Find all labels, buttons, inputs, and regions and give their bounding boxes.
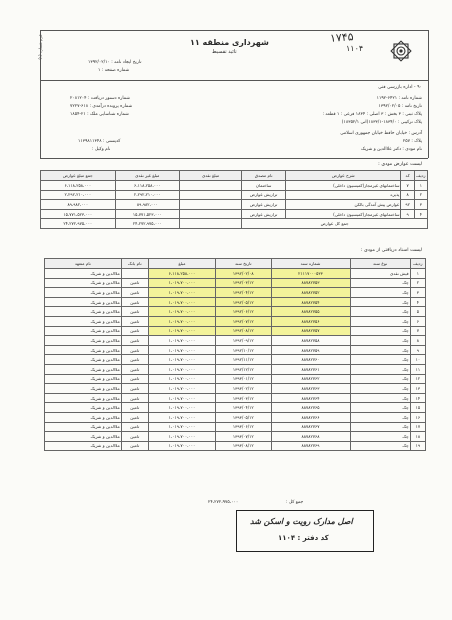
docs-cell: چک: [350, 355, 410, 365]
postal-code: کدپستی : ۱۱۳۹۸۱۱۳۴۸: [78, 139, 121, 144]
header-divider: [40, 80, 428, 81]
docs-cell: ۱۱: [410, 364, 425, 374]
docs-cell: ۱،۰۱۹،۷۰۰،۰۰۰: [148, 307, 215, 317]
fees-cell: ساختمانهای غیرمجاز(کمیسیون داخلی): [286, 209, 401, 219]
docs-col-number: شماره سند: [271, 259, 350, 269]
docs-cell: ۱۵: [410, 403, 425, 413]
fees-total-noncash: ۲۴،۲۷۲،۹۷۵،۰۰۰: [115, 219, 179, 229]
docs-cell: فیش نقدی: [350, 269, 410, 279]
docs-row: [45, 307, 426, 317]
docs-row: [45, 288, 426, 298]
docs-cell: ۱،۰۱۹،۷۰۰،۰۰۰: [148, 432, 215, 442]
fees-cell: ۶،۱۱۸،۲۵۸،۰۰۰: [41, 181, 116, 191]
docs-cell: ۱۳۹۲/۰۹/۱۲: [216, 336, 271, 346]
docs-cell: ۶،۱۱۸،۲۵۸،۰۰۰: [148, 269, 215, 279]
docs-cell: چک: [350, 278, 410, 288]
docs-header-row: [45, 259, 426, 269]
fees-cell: پذیره: [286, 190, 401, 200]
fees-cell: [179, 181, 241, 191]
header-right-border: [428, 30, 429, 158]
fees-total-row: [41, 219, 428, 229]
docs-col-date: تاریخ سند: [216, 259, 271, 269]
registry-plaque: پلاک ثبتی : ۳ بخش : ۳ اصلی : ۱۸۳۴ فرعی : ۱ قطعه :: [322, 112, 422, 117]
docs-col-amount: مبلغ: [148, 259, 215, 269]
docs-cell: ۱۲: [410, 374, 425, 384]
docs-cell: ملاالدین و شریک: [45, 297, 122, 307]
docs-cell: ۵: [410, 307, 425, 317]
docs-cell: ۱۹: [410, 441, 425, 451]
docs-cell: ۸۸۷۸۲۷۵۵: [271, 307, 350, 317]
docs-cell: چک: [350, 316, 410, 326]
docs-cell: تامین: [121, 412, 148, 422]
docs-cell: ۱،۰۱۹،۷۰۰،۰۰۰: [148, 345, 215, 355]
fees-cell: [179, 190, 241, 200]
fees-cell: ۲،۲۹۲،۲۱۰،۰۰۰: [41, 190, 116, 200]
docs-cell: ۸۸۷۸۲۷۶۹: [271, 441, 350, 451]
docs-cell: ۱۳۹۲/۰۴/۱۲: [216, 288, 271, 298]
fees-cell: ۱۵،۷۷۱،۵۲۳،۰۰۰: [115, 209, 179, 219]
docs-cell: تامین: [121, 441, 148, 451]
docs-cell: ۸۸۷۸۲۷۶۷: [271, 422, 350, 432]
docs-cell: ۱،۰۱۹،۷۰۰،۰۰۰: [148, 403, 215, 413]
docs-cell: ۱۳۹۲/۰۶/۱۲: [216, 307, 271, 317]
docs-cell: ملاالدین و شریک: [45, 336, 122, 346]
fees-section-title: لیست عوارض مودی :: [378, 162, 422, 167]
docs-cell: چک: [350, 422, 410, 432]
docs-cell: تامین: [121, 355, 148, 365]
docs-cell: تامین: [121, 422, 148, 432]
docs-cell: ملاالدین و شریک: [45, 422, 122, 432]
docs-cell: ۴: [410, 297, 425, 307]
fees-col-desc: شرح عوارض: [286, 171, 401, 181]
docs-cell: چک: [350, 336, 410, 346]
docs-cell: چک: [350, 403, 410, 413]
docs-cell: ۸۸۷۸۲۷۶۵: [271, 403, 350, 413]
department-label: ۹۰ - اداره بازرسی فنی: [378, 85, 422, 90]
docs-cell: ۱۳۹۳/۰۴/۱۲: [216, 403, 271, 413]
fees-cell: ترازیش عوارض: [242, 200, 286, 210]
docs-cell: ۹: [410, 345, 425, 355]
docs-cell: ۲: [410, 278, 425, 288]
docs-cell: تامین: [121, 278, 148, 288]
docs-row: [45, 374, 426, 384]
docs-cell: ۱۳۹۳/۰۷/۱۲: [216, 432, 271, 442]
docs-cell: ۸۸۷۸۲۷۵۸: [271, 336, 350, 346]
docs-cell: ۸۸۷۸۲۷۶۰: [271, 355, 350, 365]
docs-col-type: نوع سند: [350, 259, 410, 269]
docs-cell: ۱۷: [410, 422, 425, 432]
combined-plaque: پلاک ترکیبی : ۱۸۳۴/۰-۱۸۳۳/۱(اتی ۱۸۳۵۲/۱): [341, 120, 422, 125]
docs-cell: ۱۳۹۳/۰۲/۱۲: [216, 384, 271, 394]
fees-cell: ۴: [414, 209, 427, 219]
docs-cell: ۸۸۷۸۲۷۵۷: [271, 326, 350, 336]
header-left-border: [40, 30, 41, 158]
docs-cell: ۱،۰۱۹،۷۰۰،۰۰۰: [148, 412, 215, 422]
fees-total-label: جمع کل عوارض: [242, 219, 428, 229]
document-body: [37, 30, 428, 590]
docs-cell: چک: [350, 384, 410, 394]
docs-cell: ملاالدین و شریک: [45, 384, 122, 394]
fees-row: [41, 200, 428, 210]
docs-cell: ۱۳۹۲/۱۰/۱۲: [216, 345, 271, 355]
docs-cell: ملاالدین و شریک: [45, 393, 122, 403]
docs-cell: ۱،۰۱۹،۷۰۰،۰۰۰: [148, 384, 215, 394]
docs-cell: ۱: [410, 269, 425, 279]
docs-section-title: لیست اسناد دریافتی از مودی :: [360, 248, 422, 253]
fees-cell: ۱۵،۷۷۱،۵۲۳،۰۰۰: [41, 209, 116, 219]
docs-cell: ۸۸۷۸۲۷۶۳: [271, 384, 350, 394]
fees-cell: ۸۹،۹۸۲،۰۰۰: [41, 200, 116, 210]
docs-cell: [121, 269, 148, 279]
docs-cell: ملاالدین و شریک: [45, 441, 122, 451]
meta-divider: [40, 158, 428, 159]
docs-cell: ملاالدین و شریک: [45, 374, 122, 384]
docs-cell: تامین: [121, 316, 148, 326]
docs-total-label: جمع کل :: [286, 500, 304, 505]
docs-cell: ملاالدین و شریک: [45, 326, 122, 336]
fees-col-source: نام مصدق: [242, 171, 286, 181]
docs-cell: تامین: [121, 393, 148, 403]
stamp-line-2: کد دفتر : ۱۱۰۴: [278, 534, 329, 542]
docs-row: [45, 432, 426, 442]
docs-cell: ۱۳: [410, 384, 425, 394]
docs-cell: ۱۸: [410, 432, 425, 442]
docs-col-row: ردیف: [410, 259, 425, 269]
docs-cell: ۱،۰۱۹،۷۰۰،۰۰۰: [148, 374, 215, 384]
fees-cell: ساختمانهای غیرمجاز(کمیسیون داخلی): [286, 181, 401, 191]
docs-cell: ملاالدین و شریک: [45, 316, 122, 326]
docs-cell: ۱،۰۱۹،۷۰۰،۰۰۰: [148, 297, 215, 307]
docs-row: [45, 269, 426, 279]
docs-cell: ۸: [410, 336, 425, 346]
fees-cell: [179, 200, 241, 210]
docs-cell: ۸۸۷۸۲۷۵۳: [271, 278, 350, 288]
docs-row: [45, 364, 426, 374]
docs-table: [44, 258, 426, 451]
docs-cell: ۱۳۹۲/۰۳/۱۲: [216, 278, 271, 288]
docs-cell: ۱۴: [410, 393, 425, 403]
docs-cell: ملاالدین و شریک: [45, 355, 122, 365]
docs-cell: ۱،۰۱۹،۷۰۰،۰۰۰: [148, 326, 215, 336]
fees-total-amount: ۲۴،۲۷۲،۹۷۵،۰۰۰: [41, 219, 116, 229]
handwritten-number: ۱۷۴۵: [329, 30, 355, 45]
docs-cell: ۱۶: [410, 412, 425, 422]
fees-cell: ۹: [401, 209, 414, 219]
plaque-number: پلاک : ۲۵۷: [402, 139, 422, 144]
docs-cell: ۱۳۹۲/۰۸/۱۲: [216, 326, 271, 336]
property-id: شماره شناسایی ملک : ۲۱-۱۸۵۴: [70, 112, 129, 117]
docs-cell: ۸۸۷۸۲۷۶۱: [271, 364, 350, 374]
fees-cell: ۸۹،۹۸۲،۰۰۰: [115, 200, 179, 210]
fees-cell: ۸: [401, 190, 414, 200]
docs-cell: تامین: [121, 288, 148, 298]
docs-cell: چک: [350, 393, 410, 403]
fees-col-noncash: مبلغ غیر نقدی: [115, 171, 179, 181]
docs-row: [45, 384, 426, 394]
docs-cell: تامین: [121, 297, 148, 307]
docs-total-value: ۲۴،۲۷۲،۹۷۵،۰۰۰: [208, 500, 239, 505]
docs-cell: تامین: [121, 403, 148, 413]
docs-cell: چک: [350, 297, 410, 307]
docs-cell: ۸۸۷۸۲۷۶۲: [271, 374, 350, 384]
docs-cell: ملاالدین و شریک: [45, 412, 122, 422]
fees-cell: ۱: [414, 181, 427, 191]
docs-cell: تامین: [121, 364, 148, 374]
fees-cell: ۶،۱۱۸،۲۵۸،۰۰۰: [115, 181, 179, 191]
docs-cell: ۱۳۹۳/۰۸/۱۲: [216, 441, 271, 451]
docs-cell: ۱۰: [410, 355, 425, 365]
docs-cell: ۸۸۷۸۲۷۵۶: [271, 316, 350, 326]
docs-cell: ۸۸۷۸۲۷۵۴: [271, 297, 350, 307]
docs-cell: تامین: [121, 374, 148, 384]
fees-total-cash: [179, 219, 241, 229]
docs-cell: تامین: [121, 345, 148, 355]
docs-cell: چک: [350, 374, 410, 384]
address: آدرس : خیابان حافظ خیابان جمهوری اسلامی: [340, 131, 422, 136]
docs-cell: ملاالدین و شریک: [45, 269, 122, 279]
docs-row: [45, 316, 426, 326]
docs-row: [45, 297, 426, 307]
docs-cell: تامین: [121, 432, 148, 442]
docs-cell: ملاالدین و شریک: [45, 307, 122, 317]
docs-cell: ۸۸۷۸۲۷۵۹: [271, 345, 350, 355]
fees-row: [41, 181, 428, 191]
page-title: شهرداری منطقه ۱۱: [190, 38, 269, 47]
docs-cell: ملاالدین و شریک: [45, 432, 122, 442]
income-file-number: شماره پرونده درآمدی : ۶۱۸-۷۲۲۷: [70, 104, 133, 109]
fees-cell: ۲: [414, 190, 427, 200]
docs-cell: ملاالدین و شریک: [45, 345, 122, 355]
handwritten-sub: ۱۱۰۴: [346, 44, 364, 53]
fees-cell: ۳: [414, 200, 427, 210]
fees-cell: ۲،۲۹۲،۲۱۰،۰۰۰: [115, 190, 179, 200]
stamp-line-1: اصل مدارک رویت و اسکن شد: [250, 517, 353, 526]
docs-cell: چک: [350, 432, 410, 442]
header-top-border: [40, 30, 428, 31]
page-subtitle: تائید تقسیط: [212, 49, 237, 55]
fees-cell: ترازیش عوارض: [242, 209, 286, 219]
docs-cell: ۱۳۹۳/۰۳/۱۲: [216, 393, 271, 403]
fees-table: [40, 170, 428, 229]
docs-cell: چک: [350, 412, 410, 422]
docs-cell: چک: [350, 345, 410, 355]
form-side-label: فرم شماره (۱): [37, 34, 43, 60]
docs-cell: ۸۸۷۸۲۷۶۴: [271, 393, 350, 403]
docs-cell: ۱،۰۱۹،۷۰۰،۰۰۰: [148, 288, 215, 298]
receipt-order-number: شماره دستور دریافت : ۲۰۸۱۲۰۴: [70, 96, 130, 101]
fees-cell: ساختمان: [242, 181, 286, 191]
fees-cell: [179, 209, 241, 219]
agent-name: نام وکیل :: [92, 147, 111, 152]
docs-cell: ۱،۰۱۹،۷۰۰،۰۰۰: [148, 393, 215, 403]
docs-cell: ۱،۰۱۹،۷۰۰،۰۰۰: [148, 278, 215, 288]
docs-row: [45, 412, 426, 422]
docs-cell: ۱۳۹۲/۰۷/۱۲: [216, 316, 271, 326]
docs-cell: چک: [350, 288, 410, 298]
docs-cell: ۱۳۹۲/۱۱/۱۲: [216, 355, 271, 365]
docs-row: [45, 345, 426, 355]
docs-cell: ملاالدین و شریک: [45, 288, 122, 298]
docs-cell: ۱،۰۱۹،۷۰۰،۰۰۰: [148, 316, 215, 326]
docs-cell: ۸۸۷۸۲۷۶۸: [271, 432, 350, 442]
fees-cell: ۹۲: [401, 200, 414, 210]
fees-header-row: [41, 171, 428, 181]
fees-cell: ترازیش عوارض: [242, 190, 286, 200]
docs-cell: ۳: [410, 288, 425, 298]
docs-row: [45, 355, 426, 365]
docs-cell: ۱۳۹۳/۰۶/۱۲: [216, 422, 271, 432]
letter-number: شماره نامه : ۶۴۲۱-۱۱۹۲: [376, 96, 422, 101]
docs-cell: ۱،۰۱۹،۷۰۰،۰۰۰: [148, 364, 215, 374]
docs-cell: چک: [350, 364, 410, 374]
docs-cell: ۶: [410, 316, 425, 326]
docs-cell: ۲۱۱۱۷۰۰۰۵۳۳: [271, 269, 350, 279]
docs-row: [45, 422, 426, 432]
docs-cell: ۱۳۹۲/۰۲/۰۸: [216, 269, 271, 279]
docs-cell: ۸۸۷۸۲۷۶۶: [271, 412, 350, 422]
docs-cell: ۱۳۹۳/۰۱/۱۲: [216, 374, 271, 384]
fees-row: [41, 209, 428, 219]
docs-row: [45, 393, 426, 403]
docs-cell: چک: [350, 441, 410, 451]
docs-cell: تامین: [121, 384, 148, 394]
docs-cell: ملاالدین و شریک: [45, 278, 122, 288]
docs-cell: ۱،۰۱۹،۷۰۰،۰۰۰: [148, 336, 215, 346]
docs-cell: ۷: [410, 326, 425, 336]
fees-col-row: ردیف: [414, 171, 427, 181]
fees-col-code: کد: [401, 171, 414, 181]
fees-cell: عوارض پیش آمدگی بالکن: [286, 200, 401, 210]
docs-cell: ۱،۰۱۹،۷۰۰،۰۰۰: [148, 441, 215, 451]
creation-date: تاریخ ایجاد نامه : ۱۳۹۲/۰۲/۱۰: [88, 60, 142, 65]
docs-cell: تامین: [121, 307, 148, 317]
fees-row: [41, 190, 428, 200]
docs-row: [45, 336, 426, 346]
fees-col-total: جمع مبلغ عوارض: [41, 171, 116, 181]
fees-col-cash: مبلغ نقدی: [179, 171, 241, 181]
docs-cell: ۱۳۹۲/۰۵/۱۲: [216, 297, 271, 307]
docs-row: [45, 441, 426, 451]
docs-cell: چک: [350, 307, 410, 317]
docs-cell: ۱۳۹۲/۱۲/۱۲: [216, 364, 271, 374]
docs-cell: ۱۳۹۳/۰۵/۱۲: [216, 412, 271, 422]
owner-name: نام مودی : دکتر علاالدین و شریک: [361, 147, 422, 152]
docs-row: [45, 326, 426, 336]
municipality-logo: [386, 36, 416, 66]
letter-date: تاریخ نامه : ۱۳۹۲/۰۲/۰۵: [378, 104, 422, 109]
docs-cell: چک: [350, 326, 410, 336]
docs-row: [45, 278, 426, 288]
docs-col-bank: نام بانک: [121, 259, 148, 269]
page-number: شماره صفحه : ۱: [98, 68, 130, 73]
docs-cell: ۱،۰۱۹،۷۰۰،۰۰۰: [148, 422, 215, 432]
docs-cell: ۱،۰۱۹،۷۰۰،۰۰۰: [148, 355, 215, 365]
docs-col-obligor: نام متعهد: [45, 259, 122, 269]
docs-row: [45, 403, 426, 413]
docs-cell: ۸۸۷۸۲۷۵۲: [271, 288, 350, 298]
docs-cell: ملاالدین و شریک: [45, 403, 122, 413]
fees-cell: ۷: [401, 181, 414, 191]
docs-cell: تامین: [121, 326, 148, 336]
docs-cell: تامین: [121, 336, 148, 346]
docs-cell: ملاالدین و شریک: [45, 364, 122, 374]
